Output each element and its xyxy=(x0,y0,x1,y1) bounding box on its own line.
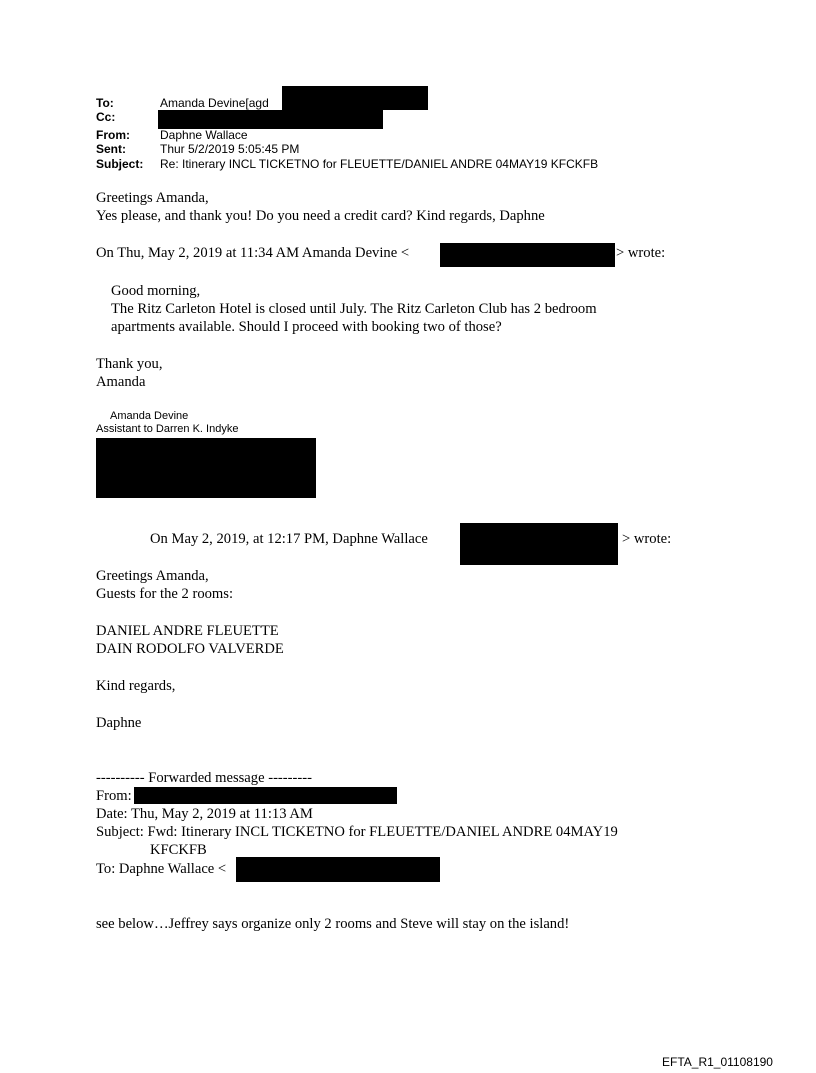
from-label: From: xyxy=(96,128,130,142)
quote2-greeting: Greetings Amanda, xyxy=(96,568,209,584)
cc-label: Cc: xyxy=(96,110,116,124)
redaction-signature-address xyxy=(96,438,316,498)
subject-value: Re: Itinerary INCL TICKETNO for FLEUETTE/DANIEL ANDRE 04MAY19 KFCKFB xyxy=(160,157,599,171)
forwarded-from-label: From: xyxy=(96,788,132,804)
reply-greeting: Greetings Amanda, xyxy=(96,190,209,206)
to-value: Amanda Devine[agd xyxy=(160,96,269,110)
quote2-attribution-suffix: > wrote: xyxy=(622,531,672,547)
quote1-attribution-suffix: > wrote: xyxy=(616,245,666,261)
redaction-email-amanda xyxy=(440,243,615,267)
from-value: Daphne Wallace xyxy=(160,128,248,142)
forwarded-subject-line2: KFCKFB xyxy=(150,842,207,858)
redaction-forwarded-from xyxy=(134,787,397,804)
signature-name: Amanda Devine xyxy=(110,410,189,422)
quote2-guest2: DAIN RODOLFO VALVERDE xyxy=(96,641,284,657)
quote2-name: Daphne xyxy=(96,715,142,731)
redaction-email-daphne xyxy=(460,523,618,565)
reply-text: Yes please, and thank you! Do you need a credit card? Kind regards, Daphne xyxy=(96,208,545,224)
redaction-cc xyxy=(158,110,383,129)
signature-title: Assistant to Darren K. Indyke xyxy=(96,423,239,435)
forwarded-subject-line1: Subject: Fwd: Itinerary INCL TICKETNO for FLEUETTE/DANIEL ANDRE 04MAY19 xyxy=(96,824,618,840)
quote1-thanks: Thank you, xyxy=(96,356,163,372)
subject-label: Subject: xyxy=(96,157,144,171)
forwarded-separator: ---------- Forwarded message --------- xyxy=(96,770,312,786)
quote2-attribution-prefix: On May 2, 2019, at 12:17 PM, Daphne Wallace xyxy=(150,531,428,547)
to-label: To: xyxy=(96,96,114,110)
forwarded-to: To: Daphne Wallace < xyxy=(96,861,227,877)
quote2-guests-intro: Guests for the 2 rooms: xyxy=(96,586,234,602)
quote1-name: Amanda xyxy=(96,374,146,390)
redaction-forwarded-to xyxy=(236,857,440,882)
quote1-line1: Good morning, xyxy=(111,283,201,299)
forwarded-body: see below…Jeffrey says organize only 2 rooms and Steve will stay on the island! xyxy=(96,916,570,932)
quote2-guest1: DANIEL ANDRE FLEUETTE xyxy=(96,623,279,639)
quote1-line2: The Ritz Carleton Hotel is closed until July. The Ritz Carleton Club has 2 bedroom xyxy=(111,301,597,317)
quote1-line3: apartments available. Should I proceed with booking two of those? xyxy=(111,319,502,335)
forwarded-date: Date: Thu, May 2, 2019 at 11:13 AM xyxy=(96,806,313,822)
sent-label: Sent: xyxy=(96,142,126,156)
quote2-closing: Kind regards, xyxy=(96,678,176,694)
document-id: EFTA_R1_01108190 xyxy=(662,1055,773,1069)
redaction-to xyxy=(282,86,428,110)
sent-value: Thur 5/2/2019 5:05:45 PM xyxy=(160,142,300,156)
quote1-attribution-prefix: On Thu, May 2, 2019 at 11:34 AM Amanda Devine < xyxy=(96,245,410,261)
